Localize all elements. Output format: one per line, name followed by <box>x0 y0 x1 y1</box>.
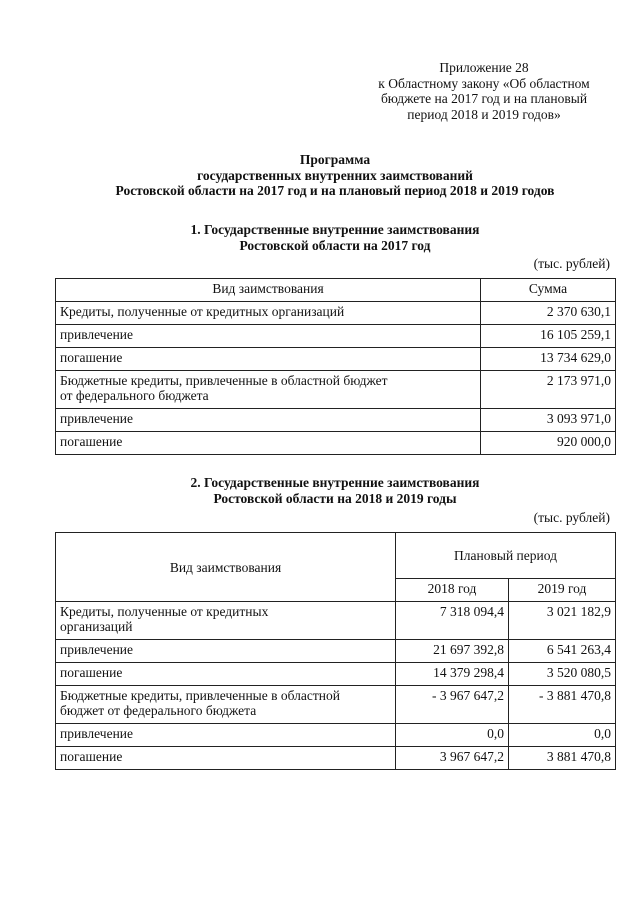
row-name: привлечение <box>56 325 481 348</box>
table-row <box>56 409 616 432</box>
section1-units: (тыс. рублей) <box>533 256 610 271</box>
section-title-line: Ростовской области на 2017 год <box>239 237 431 253</box>
table-row <box>56 663 616 686</box>
column-header-type: Вид заимствования <box>56 533 396 602</box>
row-name: привлечение <box>56 724 396 747</box>
row-name: погашение <box>56 747 396 770</box>
row-value-2019: - 3 881 470,8 <box>509 686 616 724</box>
section2-title <box>40 475 630 506</box>
row-name-line: Бюджетные кредиты, привлеченные в областной <box>60 688 340 703</box>
row-sum: 16 105 259,1 <box>481 325 616 348</box>
row-value-2018: 21 697 392,8 <box>396 640 509 663</box>
row-value-2019: 3 520 080,5 <box>509 663 616 686</box>
row-value-2018: 3 967 647,2 <box>396 747 509 770</box>
column-header-period: Плановый период <box>396 533 616 579</box>
column-header-type: Вид заимствования <box>56 279 481 302</box>
row-value-2018: 7 318 094,4 <box>396 602 509 640</box>
row-name <box>56 686 396 724</box>
table-row <box>56 747 616 770</box>
row-sum: 3 093 971,0 <box>481 409 616 432</box>
appendix-line: Приложение 28 <box>439 60 529 75</box>
section2-table <box>55 532 616 770</box>
column-header-2018: 2018 год <box>396 579 509 602</box>
section-title-line: Ростовской области на 2018 и 2019 годы <box>213 490 457 506</box>
row-name: погашение <box>56 348 481 371</box>
table-row <box>56 325 616 348</box>
program-title <box>40 152 630 199</box>
row-name-line: Бюджетные кредиты, привлеченные в областной бюджет <box>60 373 388 388</box>
row-name: погашение <box>56 663 396 686</box>
table-row <box>56 371 616 409</box>
row-value-2019: 0,0 <box>509 724 616 747</box>
appendix-line: к Областному закону «Об областном <box>378 75 590 91</box>
row-name-line: от федерального бюджета <box>60 388 209 403</box>
table-row <box>56 348 616 371</box>
appendix-header <box>350 60 618 122</box>
row-sum: 13 734 629,0 <box>481 348 616 371</box>
row-name <box>56 602 396 640</box>
row-name: привлечение <box>56 640 396 663</box>
column-header-sum: Сумма <box>481 279 616 302</box>
row-name: привлечение <box>56 409 481 432</box>
section1-table <box>55 278 616 455</box>
program-title-line: Программа <box>299 152 371 167</box>
section1-title <box>40 222 630 253</box>
row-sum: 2 370 630,1 <box>481 302 616 325</box>
program-title-line: государственных внутренних заимствований <box>197 167 473 183</box>
section2-units: (тыс. рублей) <box>533 510 610 525</box>
table-row <box>56 686 616 724</box>
table-row <box>56 640 616 663</box>
row-value-2018: 0,0 <box>396 724 509 747</box>
program-title-line: Ростовской области на 2017 год и на плановый период 2018 и 2019 годов <box>115 183 555 198</box>
column-header-2019: 2019 год <box>509 579 616 602</box>
table-header-row <box>56 279 616 302</box>
row-value-2019: 3 881 470,8 <box>509 747 616 770</box>
row-value-2019: 6 541 263,4 <box>509 640 616 663</box>
row-sum: 920 000,0 <box>481 432 616 455</box>
table-row <box>56 432 616 455</box>
row-value-2018: 14 379 298,4 <box>396 663 509 686</box>
table-row <box>56 724 616 747</box>
appendix-line: период 2018 и 2019 годов» <box>407 106 561 122</box>
row-value-2019: 3 021 182,9 <box>509 602 616 640</box>
row-name-line: бюджет от федерального бюджета <box>60 703 257 718</box>
row-name-line: организаций <box>60 619 133 634</box>
table-row <box>56 602 616 640</box>
row-name: Кредиты, полученные от кредитных организаций <box>56 302 481 325</box>
row-value-2018: - 3 967 647,2 <box>396 686 509 724</box>
section-title-line: 1. Государственные внутренние заимствования <box>190 222 480 237</box>
row-name <box>56 371 481 409</box>
row-name: погашение <box>56 432 481 455</box>
table-header-row <box>56 533 616 579</box>
table-row <box>56 302 616 325</box>
section-title-line: 2. Государственные внутренние заимствования <box>190 475 480 490</box>
row-name-line: Кредиты, полученные от кредитных <box>60 604 269 619</box>
appendix-line: бюджете на 2017 год и на плановый <box>380 91 588 106</box>
row-sum: 2 173 971,0 <box>481 371 616 409</box>
